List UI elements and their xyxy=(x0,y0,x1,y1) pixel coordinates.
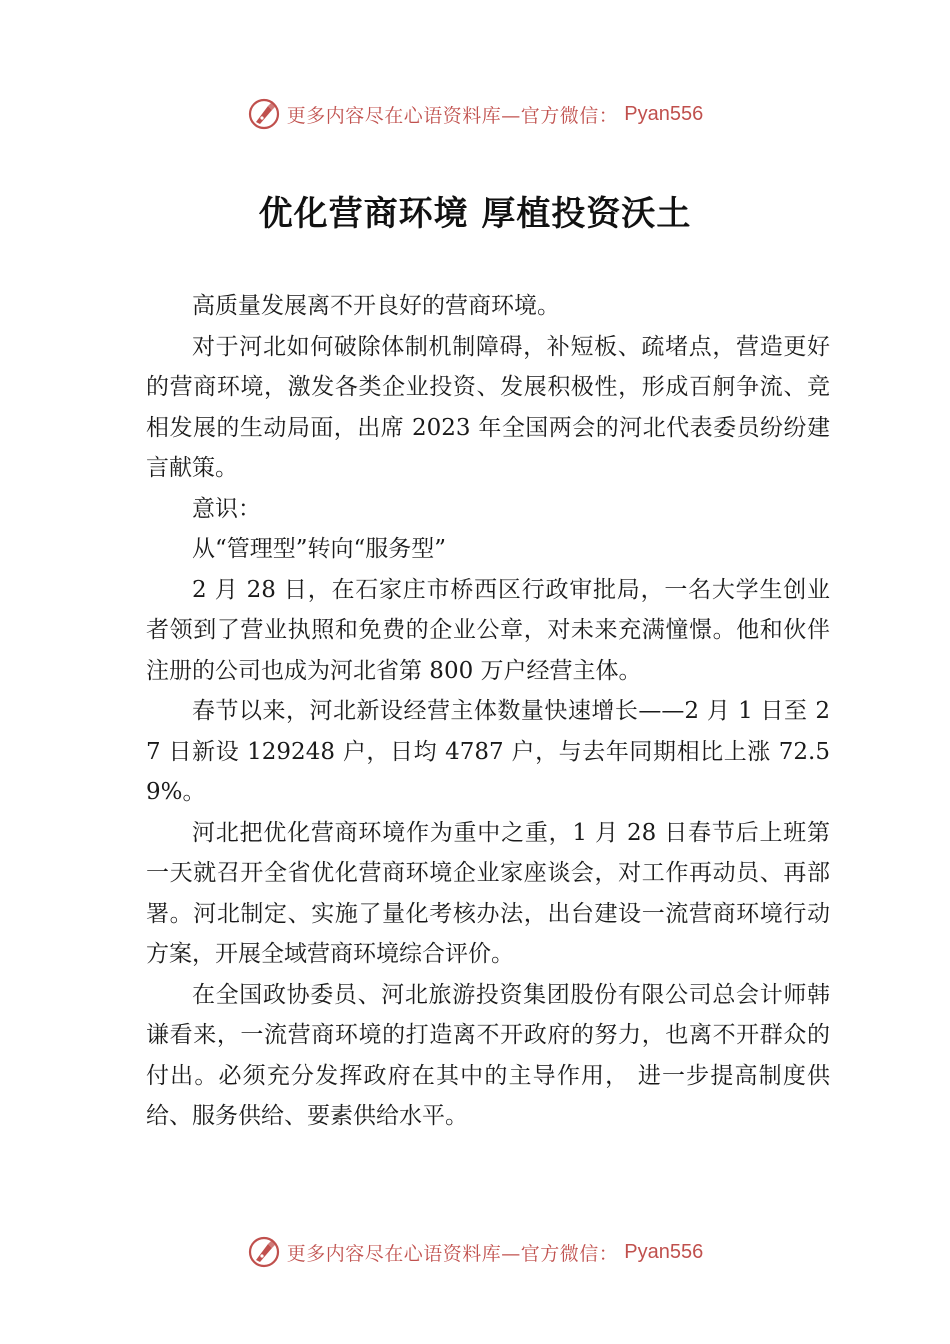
pen-nib-logo-icon xyxy=(247,1235,281,1269)
document-body xyxy=(146,286,830,1137)
paragraph: 2 月 28 日，在石家庄市桥西区行政审批局，一名大学生创业者领到了营业执照和免费的企业公章，对未来充满憧憬。他和伙伴注册的公司也成为河北省第 800 万户经营主体。 xyxy=(146,576,830,684)
paragraph: 在全国政协委员、河北旅游投资集团股份有限公司总会计师韩谦看来，一流营商环境的打造离不开政府的努力，也离不开群众的付出。必须充分发挥政府在其中的主导作用， 进一步提高制度供给、服务供给、要素供给水平。 xyxy=(146,981,830,1129)
section-heading: 意识： xyxy=(192,495,261,522)
paragraph: 高质量发展离不开良好的营商环境。 xyxy=(192,293,560,319)
paragraph: 对于河北如何破除体制机制障碍，补短板、疏堵点，营造更好的营商环境，激发各类企业投资、发展积极性，形成百舸争流、竞相发展的生动局面，出席 2023 年全国两会的河北代表委员纷纷建言献策。 xyxy=(146,333,830,481)
document-title: 优化营商环境 厚植投资沃土 xyxy=(258,194,692,234)
header-watermark xyxy=(0,94,950,134)
pen-nib-logo-icon xyxy=(247,97,281,131)
watermark-text: 更多内容尽在心语资料库—官方微信： xyxy=(286,104,619,127)
paragraph: 河北把优化营商环境作为重中之重，1 月 28 日春节后上班第一天就召开全省优化营商环境企业家座谈会，对工作再动员、再部署。河北制定、实施了量化考核办法，出台建设一流营商环境行动方案，开展全域营商环境综合评价。 xyxy=(146,819,830,967)
footer-watermark xyxy=(0,1232,950,1272)
watermark-text: 更多内容尽在心语资料库—官方微信： xyxy=(286,1242,619,1265)
watermark-wechat-id: Pyan556 xyxy=(624,1240,704,1263)
watermark-wechat-id: Pyan556 xyxy=(624,102,704,125)
paragraph: 春节以来，河北新设经营主体数量快速增长——2 月 1 日至 27 日新设 129248 户，日均 4787 户，与去年同期相比上涨 72.59%。 xyxy=(146,698,830,805)
section-subheading: 从“管理型”转向“服务型” xyxy=(192,536,447,562)
